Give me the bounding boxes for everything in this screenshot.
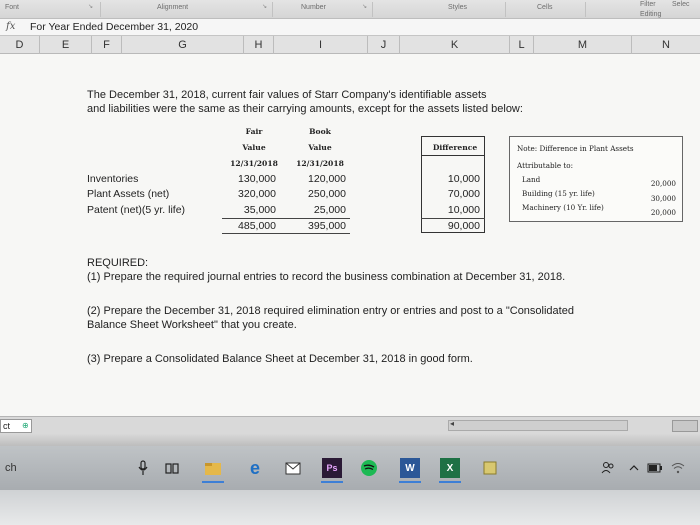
difference-subtotal-rule [421, 218, 485, 219]
add-sheet-icon[interactable]: ⊕ [22, 421, 29, 430]
note-box [509, 136, 683, 222]
column-headers [0, 36, 700, 54]
monitor-bezel [0, 490, 700, 525]
column-header-k[interactable]: K [400, 36, 510, 54]
difference-header: Difference [432, 143, 478, 152]
number-dialog-launcher-icon[interactable]: ↘ [362, 4, 368, 10]
note-item-value: 20,000 [650, 208, 676, 217]
total-rule [222, 233, 350, 234]
ribbon-group-editing[interactable]: Editing [640, 11, 662, 18]
book-value-patent: 25,000 [313, 204, 346, 216]
ribbon-group-font[interactable]: Font [5, 4, 20, 11]
row-label-plant-assets: Plant Assets (net) [87, 188, 170, 200]
book-value-plant-assets: 250,000 [308, 188, 346, 200]
edge-icon[interactable]: e [249, 457, 260, 478]
column-header-j[interactable]: J [368, 36, 400, 54]
ribbon-separator [372, 2, 373, 17]
note-item-label: Building (15 yr. life) [522, 189, 595, 198]
window-bottom-edge [0, 434, 700, 446]
column-header-h[interactable]: H [244, 36, 274, 54]
fair-header-3: 12/31/2018 [230, 159, 278, 168]
note-item-label: Land [522, 175, 541, 184]
required-item-1: (1) Prepare the required journal entries to record the business combination at December 31, 2018. [87, 271, 566, 283]
file-icon[interactable] [480, 458, 500, 478]
sheet-tab[interactable]: ct [0, 419, 32, 433]
required-item-3: (3) Prepare a Consolidated Balance Sheet at December 31, 2018 in good form. [87, 353, 473, 365]
horizontal-scrollbar[interactable] [448, 420, 628, 431]
chevron-up-icon[interactable] [624, 458, 644, 478]
active-app-indicator [321, 481, 343, 483]
sheet-tab-bar [0, 416, 700, 434]
photoshop-icon[interactable]: Ps [322, 458, 342, 478]
difference-plant-assets: 70,000 [447, 188, 480, 200]
search-box[interactable]: ch [5, 462, 17, 474]
active-app-indicator [202, 481, 224, 483]
column-header-i[interactable]: I [274, 36, 368, 54]
column-header-f[interactable]: F [92, 36, 122, 54]
required-item-2-line-2: Balance Sheet Worksheet" that you create. [87, 319, 297, 331]
difference-patent: 10,000 [447, 204, 480, 216]
fair-header-1: Fair [245, 127, 263, 136]
ribbon-separator [585, 2, 586, 17]
ribbon-group-styles[interactable]: Styles [448, 4, 468, 11]
spotify-icon[interactable] [359, 458, 379, 478]
column-header-g[interactable]: G [122, 36, 244, 54]
column-header-n[interactable]: N [662, 39, 670, 51]
fair-value-plant-assets: 320,000 [238, 188, 276, 200]
book-header-3: 12/31/2018 [296, 159, 344, 168]
filter-button[interactable]: Filter [640, 1, 656, 8]
mail-icon[interactable] [283, 458, 303, 478]
required-heading: REQUIRED: [87, 257, 149, 269]
alignment-dialog-launcher-icon[interactable]: ↘ [262, 4, 268, 10]
intro-line-1: The December 31, 2018, current fair values of Starr Company's identifiable assets [87, 89, 487, 101]
worksheet-grid[interactable] [0, 54, 700, 416]
difference-box-bottom [421, 232, 485, 233]
column-header-m[interactable]: M [534, 36, 632, 54]
total-difference: 90,000 [447, 220, 480, 232]
note-subtitle: Attributable to: [517, 161, 574, 170]
font-dialog-launcher-icon[interactable]: ↘ [88, 4, 94, 10]
formula-input[interactable]: For Year Ended December 31, 2020 [30, 21, 199, 33]
ribbon-separator [505, 2, 506, 17]
scroll-left-icon[interactable]: ◂ [450, 419, 455, 428]
active-app-indicator [439, 481, 461, 483]
book-header-1: Book [309, 127, 331, 136]
insert-function-icon[interactable]: fx [6, 21, 16, 32]
intro-paragraph [87, 88, 607, 116]
total-book-value: 395,000 [308, 220, 346, 232]
fair-header-2: Value [242, 143, 266, 152]
ribbon-group-cells[interactable]: Cells [537, 4, 553, 11]
intro-line-2: and liabilities were the same as their carrying amounts, except for the assets listed below: [87, 103, 523, 115]
ribbon-separator [100, 2, 101, 17]
column-header-l[interactable]: L [510, 36, 534, 54]
people-icon[interactable] [598, 458, 618, 478]
note-item-value: 20,000 [650, 179, 676, 188]
word-icon[interactable]: W [400, 458, 420, 478]
book-value-inventories: 120,000 [308, 173, 346, 185]
required-item-2-line-1: (2) Prepare the December 31, 2018 required elimination entry or entries and post to a "Consolidated [87, 305, 574, 317]
difference-header-rule [421, 155, 485, 156]
excel-icon[interactable]: X [440, 458, 460, 478]
row-label-inventories: Inventories [87, 173, 139, 185]
ribbon-separator [272, 2, 273, 17]
file-explorer-icon[interactable] [203, 458, 223, 478]
fair-value-inventories: 130,000 [238, 173, 276, 185]
view-mode-buttons[interactable] [672, 420, 698, 432]
select-button[interactable]: Selec [672, 1, 690, 8]
battery-icon[interactable] [645, 458, 665, 478]
wifi-icon[interactable] [668, 458, 688, 478]
microphone-icon[interactable] [133, 458, 153, 478]
subtotal-rule [222, 218, 350, 219]
task-view-icon[interactable] [162, 458, 182, 478]
difference-box-top [421, 136, 485, 137]
total-fair-value: 485,000 [238, 220, 276, 232]
note-item-value: 30,000 [650, 194, 676, 203]
fair-value-patent: 35,000 [243, 204, 276, 216]
note-title: Note: Difference in Plant Assets [517, 144, 634, 153]
row-label-patent: Patent (net)(5 yr. life) [87, 204, 186, 216]
ribbon-group-number[interactable]: Number [301, 4, 326, 11]
difference-inventories: 10,000 [447, 173, 480, 185]
column-header-d[interactable]: D [0, 36, 40, 54]
formula-bar [0, 19, 700, 36]
ribbon [0, 0, 700, 19]
column-header-e[interactable]: E [40, 36, 92, 54]
taskbar [0, 446, 700, 490]
book-header-2: Value [308, 143, 332, 152]
active-app-indicator [399, 481, 421, 483]
ribbon-group-alignment[interactable]: Alignment [157, 4, 189, 11]
note-item-label: Machinery (10 Yr. life) [522, 203, 604, 212]
